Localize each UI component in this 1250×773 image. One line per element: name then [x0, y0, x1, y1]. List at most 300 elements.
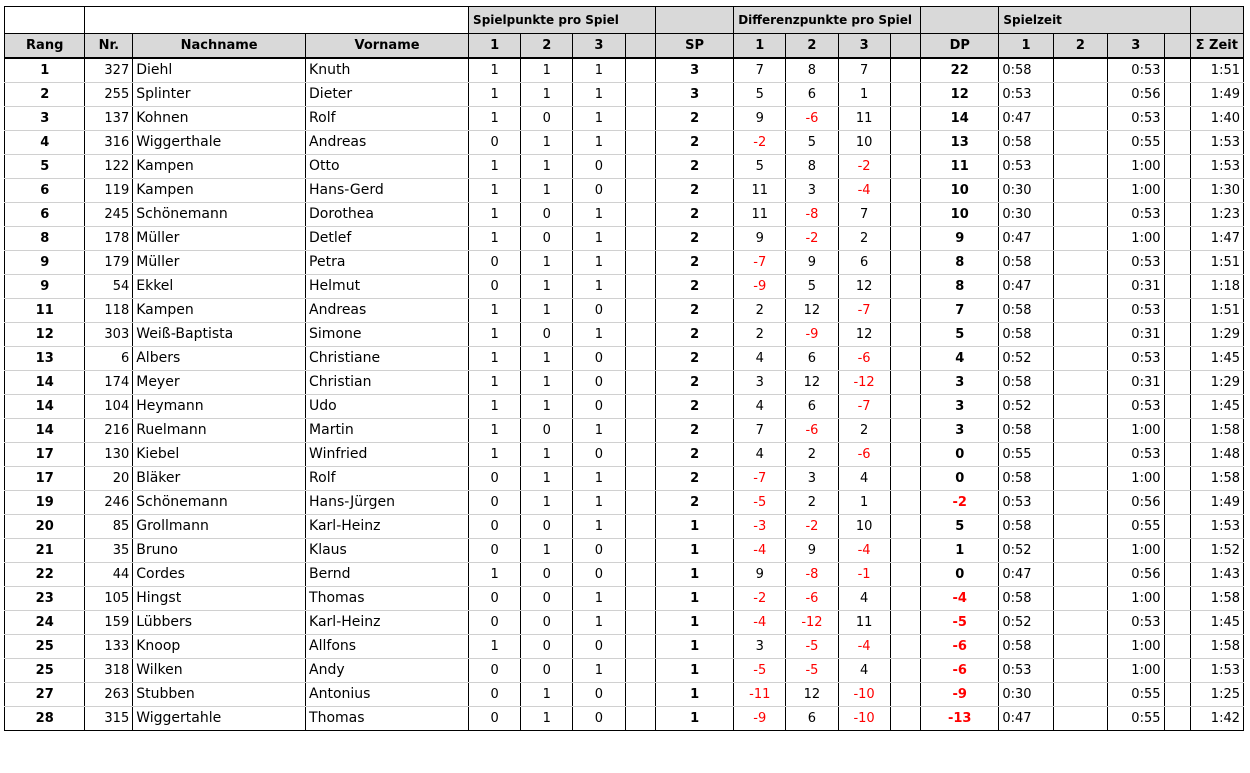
- cell-spacer: [625, 515, 655, 539]
- table-row: [5, 491, 1244, 515]
- cell-dp: 14: [921, 107, 999, 131]
- cell-zeit-summe: 1:53: [1190, 515, 1243, 539]
- cell-zeit-2: [1053, 587, 1107, 611]
- cell-spacer: [890, 419, 920, 443]
- cell-rang: 23: [5, 587, 85, 611]
- table-row: [5, 395, 1244, 419]
- cell-rang: 1: [5, 58, 85, 83]
- cell-zeit-3: 0:56: [1108, 563, 1165, 587]
- cell-zeit-summe: 1:18: [1190, 275, 1243, 299]
- cell-spiel-1: 1: [469, 371, 521, 395]
- cell-sp: 2: [655, 227, 733, 251]
- cell-zeit-3: 0:53: [1108, 443, 1165, 467]
- cell-nr: 263: [85, 683, 133, 707]
- cell-dp: 3: [921, 371, 999, 395]
- col-nr: Nr.: [85, 34, 133, 59]
- cell-spacer: [1164, 155, 1190, 179]
- cell-zeit-3: 0:53: [1108, 107, 1165, 131]
- cell-spiel-1: 1: [469, 203, 521, 227]
- cell-nachname: Diehl: [133, 58, 306, 83]
- col-diff-2: 2: [786, 34, 838, 59]
- cell-nr: 315: [85, 707, 133, 731]
- cell-zeit-1: 0:30: [999, 179, 1053, 203]
- cell-spiel-3: 1: [573, 659, 625, 683]
- cell-rang: 20: [5, 515, 85, 539]
- cell-dp: 3: [921, 395, 999, 419]
- cell-zeit-summe: 1:45: [1190, 611, 1243, 635]
- cell-diff-3: 1: [838, 83, 890, 107]
- cell-diff-2: 6: [786, 707, 838, 731]
- cell-vorname: Thomas: [306, 707, 469, 731]
- cell-spiel-1: 0: [469, 587, 521, 611]
- cell-diff-1: 2: [734, 299, 786, 323]
- cell-diff-1: 4: [734, 395, 786, 419]
- cell-dp: -5: [921, 611, 999, 635]
- cell-zeit-2: [1053, 659, 1107, 683]
- cell-diff-2: -6: [786, 587, 838, 611]
- table-row: [5, 707, 1244, 731]
- cell-zeit-2: [1053, 539, 1107, 563]
- cell-diff-2: -2: [786, 515, 838, 539]
- cell-diff-3: 2: [838, 419, 890, 443]
- cell-rang: 22: [5, 563, 85, 587]
- col-sp: SP: [655, 34, 733, 59]
- cell-diff-2: 9: [786, 539, 838, 563]
- cell-spiel-3: 1: [573, 419, 625, 443]
- group-blank-sum: [1190, 7, 1243, 34]
- cell-zeit-2: [1053, 83, 1107, 107]
- cell-spacer: [1164, 251, 1190, 275]
- cell-spacer: [625, 635, 655, 659]
- col-dp: DP: [921, 34, 999, 59]
- cell-spiel-3: 1: [573, 107, 625, 131]
- cell-rang: 14: [5, 395, 85, 419]
- cell-zeit-summe: 1:40: [1190, 107, 1243, 131]
- cell-spacer: [890, 299, 920, 323]
- cell-rang: 13: [5, 347, 85, 371]
- cell-zeit-3: 1:00: [1108, 467, 1165, 491]
- group-header-row: [5, 7, 1244, 34]
- cell-vorname: Udo: [306, 395, 469, 419]
- cell-spacer: [1164, 83, 1190, 107]
- cell-diff-1: 5: [734, 155, 786, 179]
- cell-diff-1: 9: [734, 563, 786, 587]
- table-row: [5, 58, 1244, 83]
- cell-dp: 8: [921, 275, 999, 299]
- cell-spiel-1: 0: [469, 515, 521, 539]
- cell-spiel-2: 1: [521, 299, 573, 323]
- cell-sp: 1: [655, 515, 733, 539]
- cell-dp: -9: [921, 683, 999, 707]
- cell-spiel-3: 0: [573, 539, 625, 563]
- cell-diff-3: -4: [838, 539, 890, 563]
- cell-spacer: [890, 491, 920, 515]
- cell-rang: 24: [5, 611, 85, 635]
- cell-zeit-1: 0:55: [999, 443, 1053, 467]
- col-spacer-1: [625, 34, 655, 59]
- cell-spacer: [1164, 587, 1190, 611]
- cell-dp: 10: [921, 179, 999, 203]
- cell-rang: 28: [5, 707, 85, 731]
- cell-vorname: Martin: [306, 419, 469, 443]
- cell-nr: 216: [85, 419, 133, 443]
- cell-spacer: [1164, 107, 1190, 131]
- cell-nachname: Ekkel: [133, 275, 306, 299]
- cell-spacer: [890, 539, 920, 563]
- cell-nachname: Bruno: [133, 539, 306, 563]
- cell-spiel-2: 1: [521, 539, 573, 563]
- cell-diff-1: -5: [734, 491, 786, 515]
- cell-diff-1: 9: [734, 227, 786, 251]
- cell-spiel-3: 1: [573, 83, 625, 107]
- cell-spiel-3: 1: [573, 467, 625, 491]
- cell-spiel-1: 1: [469, 155, 521, 179]
- cell-spacer: [890, 323, 920, 347]
- cell-nachname: Meyer: [133, 371, 306, 395]
- cell-diff-1: 11: [734, 179, 786, 203]
- cell-spiel-3: 0: [573, 395, 625, 419]
- cell-diff-3: 7: [838, 58, 890, 83]
- cell-nr: 303: [85, 323, 133, 347]
- cell-zeit-2: [1053, 635, 1107, 659]
- cell-spiel-3: 1: [573, 587, 625, 611]
- table-body: [5, 58, 1244, 731]
- cell-spiel-2: 1: [521, 347, 573, 371]
- cell-zeit-1: 0:58: [999, 371, 1053, 395]
- cell-zeit-summe: 1:58: [1190, 419, 1243, 443]
- cell-nachname: Wiggertahle: [133, 707, 306, 731]
- cell-rang: 25: [5, 659, 85, 683]
- cell-nachname: Müller: [133, 227, 306, 251]
- cell-nr: 318: [85, 659, 133, 683]
- cell-vorname: Christian: [306, 371, 469, 395]
- cell-rang: 9: [5, 275, 85, 299]
- cell-sp: 2: [655, 323, 733, 347]
- cell-nr: 245: [85, 203, 133, 227]
- cell-spiel-2: 1: [521, 155, 573, 179]
- cell-zeit-1: 0:47: [999, 107, 1053, 131]
- cell-spacer: [1164, 467, 1190, 491]
- cell-spacer: [1164, 203, 1190, 227]
- col-zeit-1: 1: [999, 34, 1053, 59]
- cell-spacer: [1164, 635, 1190, 659]
- cell-spiel-2: 0: [521, 587, 573, 611]
- cell-diff-1: -11: [734, 683, 786, 707]
- cell-zeit-2: [1053, 419, 1107, 443]
- cell-spacer: [1164, 611, 1190, 635]
- cell-rang: 9: [5, 251, 85, 275]
- table-row: [5, 203, 1244, 227]
- cell-nr: 105: [85, 587, 133, 611]
- cell-zeit-1: 0:53: [999, 155, 1053, 179]
- cell-sp: 2: [655, 395, 733, 419]
- cell-nachname: Ruelmann: [133, 419, 306, 443]
- cell-spacer: [1164, 275, 1190, 299]
- cell-zeit-summe: 1:51: [1190, 251, 1243, 275]
- cell-spacer: [890, 347, 920, 371]
- cell-zeit-2: [1053, 347, 1107, 371]
- cell-diff-1: 5: [734, 83, 786, 107]
- cell-zeit-2: [1053, 491, 1107, 515]
- cell-diff-3: 12: [838, 275, 890, 299]
- cell-spiel-1: 0: [469, 131, 521, 155]
- cell-diff-1: 2: [734, 323, 786, 347]
- cell-diff-3: -1: [838, 563, 890, 587]
- cell-zeit-summe: 1:42: [1190, 707, 1243, 731]
- table-row: [5, 107, 1244, 131]
- cell-diff-3: 11: [838, 611, 890, 635]
- cell-spiel-1: 0: [469, 275, 521, 299]
- cell-diff-2: -8: [786, 563, 838, 587]
- cell-nachname: Albers: [133, 347, 306, 371]
- cell-diff-3: -2: [838, 155, 890, 179]
- cell-nachname: Schönemann: [133, 203, 306, 227]
- cell-spiel-3: 0: [573, 371, 625, 395]
- cell-zeit-3: 0:55: [1108, 131, 1165, 155]
- table-row: [5, 251, 1244, 275]
- cell-nachname: Bläker: [133, 467, 306, 491]
- cell-zeit-1: 0:52: [999, 395, 1053, 419]
- cell-spiel-1: 0: [469, 683, 521, 707]
- cell-vorname: Karl-Heinz: [306, 515, 469, 539]
- cell-zeit-1: 0:53: [999, 491, 1053, 515]
- cell-vorname: Helmut: [306, 275, 469, 299]
- cell-zeit-summe: 1:58: [1190, 587, 1243, 611]
- cell-spiel-1: 0: [469, 467, 521, 491]
- cell-zeit-2: [1053, 227, 1107, 251]
- cell-spacer: [890, 659, 920, 683]
- cell-spiel-3: 1: [573, 515, 625, 539]
- cell-dp: 5: [921, 323, 999, 347]
- cell-spiel-2: 0: [521, 419, 573, 443]
- group-blank-dp: [921, 7, 999, 34]
- cell-spacer: [1164, 299, 1190, 323]
- cell-zeit-3: 0:31: [1108, 275, 1165, 299]
- cell-vorname: Andreas: [306, 131, 469, 155]
- cell-vorname: Rolf: [306, 467, 469, 491]
- cell-sp: 2: [655, 251, 733, 275]
- cell-spacer: [890, 395, 920, 419]
- cell-nr: 119: [85, 179, 133, 203]
- cell-spacer: [890, 179, 920, 203]
- cell-spacer: [625, 107, 655, 131]
- cell-zeit-3: 1:00: [1108, 587, 1165, 611]
- cell-spiel-1: 1: [469, 395, 521, 419]
- cell-nr: 122: [85, 155, 133, 179]
- cell-zeit-3: 0:53: [1108, 395, 1165, 419]
- cell-zeit-summe: 1:58: [1190, 467, 1243, 491]
- cell-nachname: Stubben: [133, 683, 306, 707]
- cell-sp: 2: [655, 371, 733, 395]
- cell-spiel-1: 1: [469, 443, 521, 467]
- cell-rang: 14: [5, 371, 85, 395]
- cell-zeit-2: [1053, 251, 1107, 275]
- cell-zeit-summe: 1:47: [1190, 227, 1243, 251]
- cell-diff-2: 12: [786, 683, 838, 707]
- cell-rang: 25: [5, 635, 85, 659]
- cell-rang: 3: [5, 107, 85, 131]
- cell-nachname: Hingst: [133, 587, 306, 611]
- cell-zeit-2: [1053, 58, 1107, 83]
- cell-sp: 2: [655, 491, 733, 515]
- cell-vorname: Hans-Gerd: [306, 179, 469, 203]
- cell-zeit-2: [1053, 203, 1107, 227]
- cell-vorname: Petra: [306, 251, 469, 275]
- cell-diff-1: -4: [734, 539, 786, 563]
- cell-zeit-summe: 1:43: [1190, 563, 1243, 587]
- cell-zeit-1: 0:58: [999, 251, 1053, 275]
- cell-spacer: [625, 203, 655, 227]
- cell-zeit-3: 0:31: [1108, 371, 1165, 395]
- cell-diff-2: 2: [786, 443, 838, 467]
- cell-spacer: [625, 419, 655, 443]
- cell-spacer: [1164, 227, 1190, 251]
- cell-nachname: Kohnen: [133, 107, 306, 131]
- cell-dp: 5: [921, 515, 999, 539]
- cell-vorname: Andy: [306, 659, 469, 683]
- cell-spacer: [1164, 539, 1190, 563]
- cell-spiel-2: 0: [521, 659, 573, 683]
- cell-nr: 178: [85, 227, 133, 251]
- table-row: [5, 467, 1244, 491]
- cell-diff-3: -7: [838, 395, 890, 419]
- cell-spacer: [890, 107, 920, 131]
- cell-rang: 17: [5, 443, 85, 467]
- cell-diff-3: 10: [838, 131, 890, 155]
- cell-zeit-1: 0:58: [999, 419, 1053, 443]
- cell-diff-3: -12: [838, 371, 890, 395]
- cell-zeit-3: 1:00: [1108, 539, 1165, 563]
- cell-spacer: [1164, 659, 1190, 683]
- cell-spacer: [625, 227, 655, 251]
- cell-spiel-2: 0: [521, 107, 573, 131]
- cell-diff-2: -12: [786, 611, 838, 635]
- cell-spiel-3: 1: [573, 491, 625, 515]
- cell-diff-3: 12: [838, 323, 890, 347]
- cell-zeit-summe: 1:45: [1190, 347, 1243, 371]
- cell-spacer: [1164, 323, 1190, 347]
- col-zeit-summe: Σ Zeit: [1190, 34, 1243, 59]
- cell-diff-2: 6: [786, 395, 838, 419]
- cell-vorname: Christiane: [306, 347, 469, 371]
- cell-sp: 2: [655, 107, 733, 131]
- cell-zeit-1: 0:58: [999, 299, 1053, 323]
- group-blank-sp: [655, 7, 733, 34]
- cell-diff-2: -2: [786, 227, 838, 251]
- cell-nachname: Knoop: [133, 635, 306, 659]
- table-row: [5, 323, 1244, 347]
- cell-dp: 9: [921, 227, 999, 251]
- cell-zeit-1: 0:58: [999, 587, 1053, 611]
- cell-zeit-summe: 1:51: [1190, 58, 1243, 83]
- cell-diff-1: -4: [734, 611, 786, 635]
- cell-zeit-1: 0:47: [999, 275, 1053, 299]
- cell-vorname: Allfons: [306, 635, 469, 659]
- cell-spacer: [625, 299, 655, 323]
- cell-diff-2: 12: [786, 371, 838, 395]
- cell-spacer: [625, 323, 655, 347]
- cell-spiel-1: 0: [469, 707, 521, 731]
- cell-zeit-1: 0:30: [999, 683, 1053, 707]
- cell-nr: 85: [85, 515, 133, 539]
- cell-dp: 3: [921, 419, 999, 443]
- cell-zeit-1: 0:58: [999, 58, 1053, 83]
- cell-diff-3: -4: [838, 635, 890, 659]
- cell-zeit-3: 0:55: [1108, 683, 1165, 707]
- cell-diff-2: -5: [786, 659, 838, 683]
- cell-dp: 10: [921, 203, 999, 227]
- cell-spiel-1: 1: [469, 107, 521, 131]
- cell-spiel-1: 1: [469, 179, 521, 203]
- cell-diff-2: 9: [786, 251, 838, 275]
- cell-diff-3: 11: [838, 107, 890, 131]
- cell-zeit-summe: 1:53: [1190, 155, 1243, 179]
- cell-zeit-3: 1:00: [1108, 419, 1165, 443]
- cell-dp: 1: [921, 539, 999, 563]
- cell-dp: -4: [921, 587, 999, 611]
- cell-diff-1: 3: [734, 635, 786, 659]
- cell-vorname: Simone: [306, 323, 469, 347]
- cell-zeit-3: 0:55: [1108, 515, 1165, 539]
- cell-sp: 1: [655, 611, 733, 635]
- cell-zeit-2: [1053, 155, 1107, 179]
- cell-spacer: [1164, 563, 1190, 587]
- cell-diff-2: -6: [786, 107, 838, 131]
- cell-spacer: [625, 395, 655, 419]
- cell-sp: 1: [655, 659, 733, 683]
- cell-sp: 3: [655, 83, 733, 107]
- cell-vorname: Winfried: [306, 443, 469, 467]
- cell-zeit-1: 0:30: [999, 203, 1053, 227]
- col-diff-1: 1: [734, 34, 786, 59]
- cell-sp: 2: [655, 443, 733, 467]
- cell-sp: 1: [655, 563, 733, 587]
- column-header-row: [5, 34, 1244, 59]
- cell-vorname: Detlef: [306, 227, 469, 251]
- cell-diff-2: 3: [786, 467, 838, 491]
- cell-dp: 7: [921, 299, 999, 323]
- cell-spacer: [890, 611, 920, 635]
- table-row: [5, 299, 1244, 323]
- cell-spacer: [1164, 58, 1190, 83]
- cell-zeit-1: 0:58: [999, 323, 1053, 347]
- cell-spiel-2: 0: [521, 323, 573, 347]
- cell-sp: 2: [655, 419, 733, 443]
- col-nachname: Nachname: [133, 34, 306, 59]
- cell-spiel-3: 0: [573, 179, 625, 203]
- cell-zeit-3: 1:00: [1108, 155, 1165, 179]
- cell-diff-2: 12: [786, 299, 838, 323]
- cell-zeit-1: 0:58: [999, 515, 1053, 539]
- cell-sp: 2: [655, 131, 733, 155]
- cell-diff-1: 11: [734, 203, 786, 227]
- cell-spacer: [1164, 707, 1190, 731]
- cell-spacer: [890, 371, 920, 395]
- cell-spiel-1: 0: [469, 611, 521, 635]
- cell-rang: 8: [5, 227, 85, 251]
- cell-spacer: [625, 659, 655, 683]
- cell-dp: -6: [921, 635, 999, 659]
- cell-spiel-1: 0: [469, 539, 521, 563]
- cell-diff-3: 10: [838, 515, 890, 539]
- cell-spacer: [625, 371, 655, 395]
- cell-diff-2: 6: [786, 347, 838, 371]
- cell-zeit-3: 1:00: [1108, 179, 1165, 203]
- cell-spacer: [625, 443, 655, 467]
- col-zeit-3: 3: [1108, 34, 1165, 59]
- cell-diff-2: 2: [786, 491, 838, 515]
- cell-zeit-2: [1053, 515, 1107, 539]
